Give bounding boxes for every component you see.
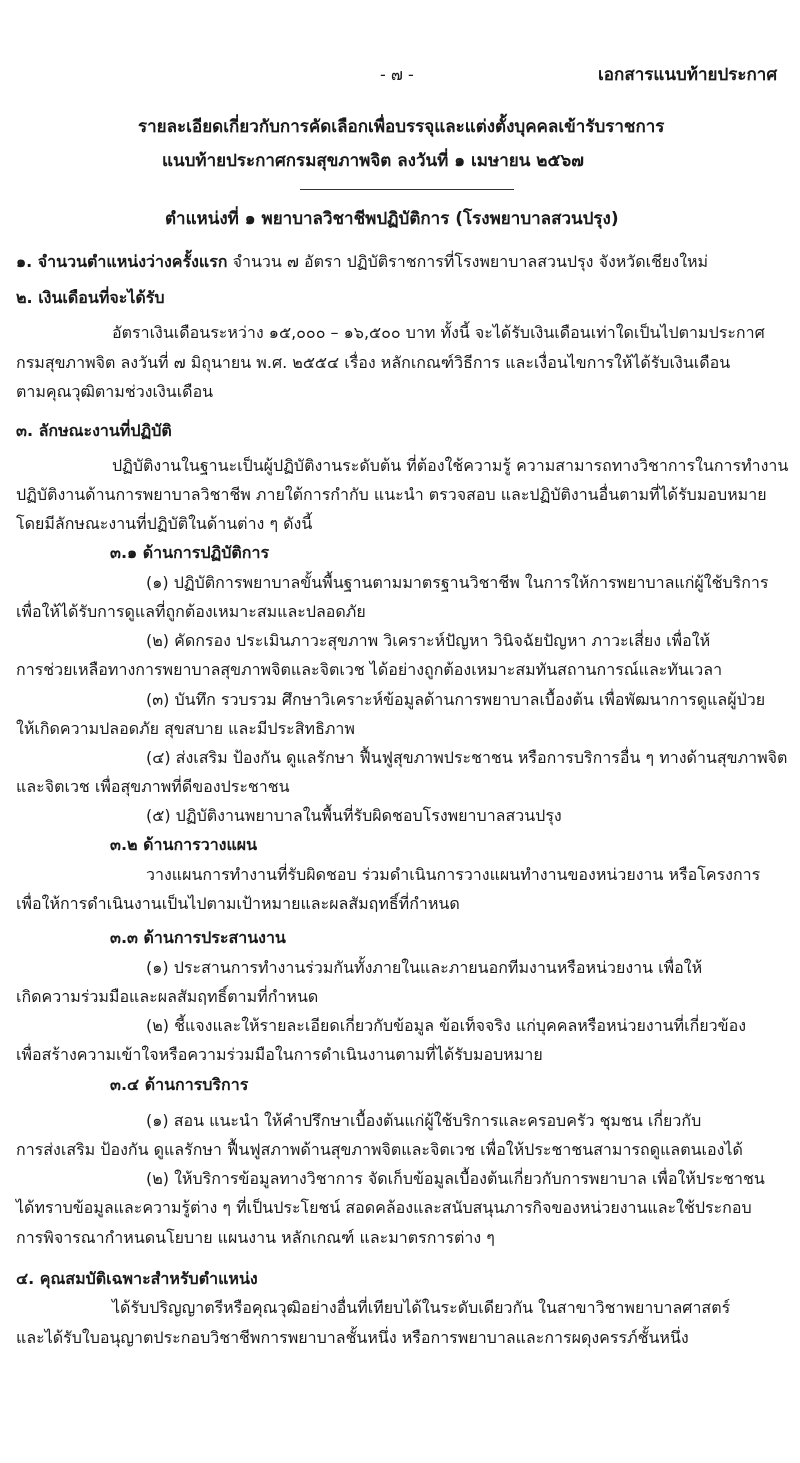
section-3-heading: ๓. ลักษณะงานที่ปฏิบัติ [16,421,172,440]
subsection-3-1-heading: ๓.๑ ด้านการปฏิบัติการ [110,543,270,562]
section-3-intro-line: ปฏิบัติงานในฐานะเป็นผู้ปฏิบัติงานระดับต้น ที่ต้องใช้ความรู้ ความสามารถทางวิชาการในการทำงาน [112,456,789,475]
title-divider [300,189,514,190]
item-line: (๒) ชี้แจงและให้รายละเอียดเกี่ยวกับข้อมูล ข้อเท็จจริง แก่บุคคลหรือหน่วยงานที่เกี่ยวข้อง [146,1016,747,1035]
section-2-heading: ๒. เงินเดือนที่จะได้รับ [16,288,165,307]
item-line: (๔) ส่งเสริม ป้องกัน ดูแลรักษา ฟื้นฟูสุขภาพประชาชน หรือการบริการอื่น ๆ ทางด้านสุขภาพจิต [146,748,788,767]
item-line: การพิจารณากำหนดนโยบาย แผนงาน หลักเกณฑ์ และมาตรการต่าง ๆ [16,1228,495,1247]
section-2-line: ตามคุณวุฒิตามช่วงเงินเดือน [16,382,214,401]
item-line: เพื่อสร้างความเข้าใจหรือความร่วมมือในการดำเนินงานตามที่ได้รับมอบหมาย [16,1045,543,1064]
item-line: การช่วยเหลือทางการพยาบาลสุขภาพจิตและจิตเวช ได้อย่างถูกต้องเหมาะสมทันสถานการณ์และทันเวลา [16,660,723,679]
title-line-1: รายละเอียดเกี่ยวกับการคัดเลือกเพื่อบรรจุและแต่งตั้งบุคคลเข้ารับราชการ [138,117,665,137]
section-1-heading: ๑. จำนวนตำแหน่งว่างครั้งแรก [16,252,228,271]
item-line: (๑) สอน แนะนำ ให้คำปรึกษาเบื้องต้นแก่ผู้ใช้บริการและครอบครัว ชุมชน เกี่ยวกับ [146,1111,702,1130]
item-line: ได้ทราบข้อมูลและความรู้ต่าง ๆ ที่เป็นประโยชน์ สอดคล้องและสนับสนุนภารกิจของหน่วยงานและใช้ประกอบ [16,1198,752,1217]
position-title: ตำแหน่งที่ ๑ พยาบาลวิชาชีพปฏิบัติการ (โรงพยาบาลสวนปรุง) [165,209,619,229]
subsection-3-3-heading: ๓.๓ ด้านการประสานงาน [110,928,286,947]
page-number: - ๗ - [380,65,414,84]
item-line: เพื่อให้การดำเนินงานเป็นไปตามเป้าหมายและผลสัมฤทธิ์ที่กำหนด [16,894,460,913]
section-2-line: อัตราเงินเดือนระหว่าง ๑๕,๐๐๐ – ๑๖,๕๐๐ บาท ทั้งนี้ จะได้รับเงินเดือนเท่าใดเป็นไปตามประกาศ [112,323,765,342]
item-line: (๒) ให้บริการข้อมูลทางวิชาการ จัดเก็บข้อมูลเบื้องต้นเกี่ยวกับการพยาบาล เพื่อให้ประชาชน [146,1169,765,1188]
item-line: วางแผนการทำงานที่รับผิดชอบ ร่วมดำเนินการวางแผนทำงานของหน่วยงาน หรือโครงการ [146,865,761,884]
section-1 [16,251,708,273]
section-1-text: จำนวน ๗ อัตรา ปฏิบัติราชการที่โรงพยาบาลสวนปรุง จังหวัดเชียงใหม่ [232,252,709,271]
item-line: (๒) คัดกรอง ประเมินภาวะสุขภาพ วิเคราะห์ปัญหา วินิจฉัยปัญหา ภาวะเสี่ยง เพื่อให้ [146,631,711,650]
document-label: เอกสารแนบท้ายประกาศ [598,65,778,85]
title-line-2: แนบท้ายประกาศกรมสุขภาพจิต ลงวันที่ ๑ เมษายน ๒๕๖๗ [162,151,584,171]
item-line: (๓) บันทึก รวบรวม ศึกษาวิเคราะห์ข้อมูลด้านการพยาบาลเบื้องต้น เพื่อพัฒนาการดูแลผู้ป่วย [146,690,766,709]
section-4-line: ได้รับปริญญาตรีหรือคุณวุฒิอย่างอื่นที่เทียบได้ในระดับเดียวกัน ในสาขาวิชาพยาบาลศาสตร์ [112,1298,731,1317]
item-line: ให้เกิดความปลอดภัย สุขสบาย และมีประสิทธิภาพ [16,719,355,738]
section-3-intro-line: โดยมีลักษณะงานที่ปฏิบัติในด้านต่าง ๆ ดังนี้ [16,514,313,533]
item-line: เพื่อให้ได้รับการดูแลที่ถูกต้องเหมาะสมและปลอดภัย [16,602,366,621]
section-3-intro-line: ปฏิบัติงานด้านการพยาบาลวิชาชีพ ภายใต้การกำกับ แนะนำ ตรวจสอบ และปฏิบัติงานอื่นตามที่ได้รับมอบหมาย [16,485,767,504]
item-line: (๕) ปฏิบัติงานพยาบาลในพื้นที่รับผิดชอบโรงพยาบาลสวนปรุง [146,806,562,825]
item-line: (๑) ประสานการทำงานร่วมกันทั้งภายในและภายนอกทีมงานหรือหน่วยงาน เพื่อให้ [146,958,703,977]
section-4-heading: ๔. คุณสมบัติเฉพาะสำหรับตำแหน่ง [16,1269,258,1288]
item-line: การส่งเสริม ป้องกัน ดูแลรักษา ฟื้นฟูสภาพด้านสุขภาพจิตและจิตเวช เพื่อให้ประชาชนสามารถดูแลตนเองได้ [16,1140,743,1159]
item-line: เกิดความร่วมมือและผลสัมฤทธิ์ตามที่กำหนด [16,987,319,1006]
subsection-3-2-heading: ๓.๒ ด้านการวางแผน [110,835,258,854]
subsection-3-4-heading: ๓.๔ ด้านการบริการ [110,1075,249,1094]
section-2-line: กรมสุขภาพจิต ลงวันที่ ๗ มิถุนายน พ.ศ. ๒๕๕๔ เรื่อง หลักเกณฑ์วิธีการ และเงื่อนไขการให้ได้รับเงินเดือน [16,353,731,372]
item-line: (๑) ปฏิบัติการพยาบาลขั้นพื้นฐานตามมาตรฐานวิชาชีพ ในการให้การพยาบาลแก่ผู้ใช้บริการ [146,573,769,592]
section-4-line: และได้รับใบอนุญาตประกอบวิชาชีพการพยาบาลชั้นหนึ่ง หรือการพยาบาลและการผดุงครรภ์ชั้นหนึ่ง [16,1328,689,1347]
item-line: และจิตเวช เพื่อสุขภาพที่ดีของประชาชน [16,777,290,796]
